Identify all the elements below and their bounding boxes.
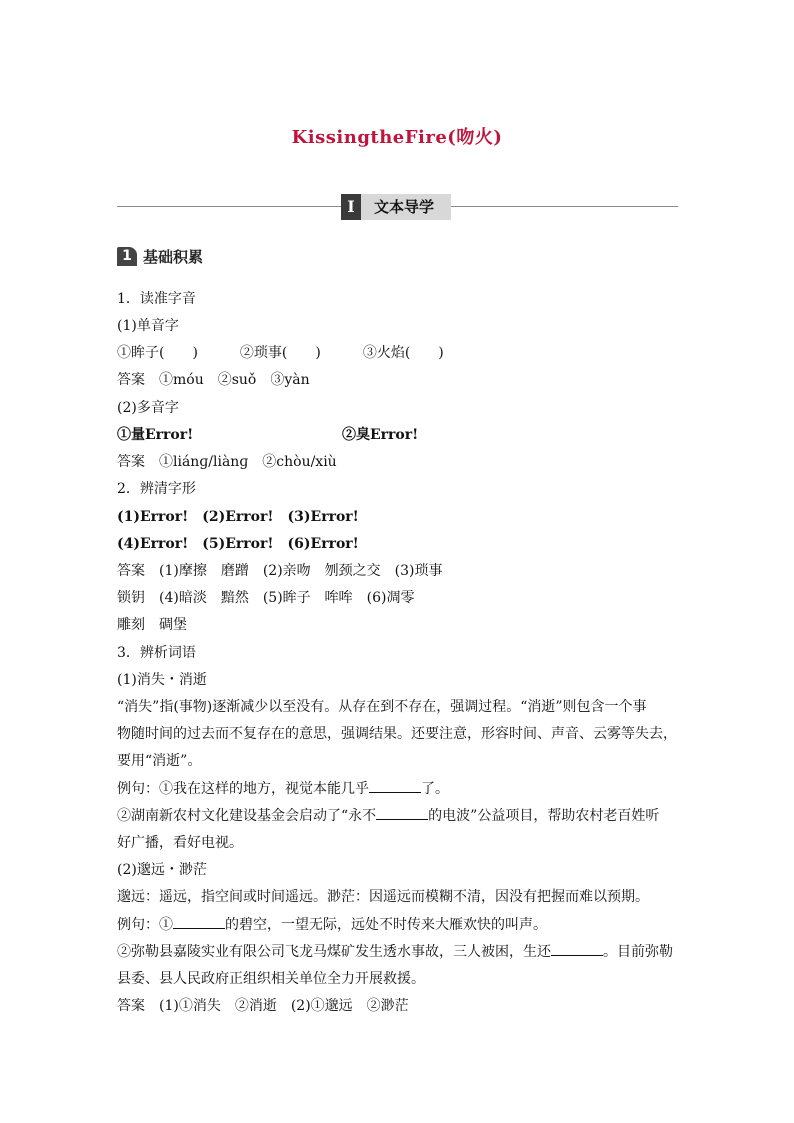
paragraph-line: 邈远：遥远，指空间或时间遥远。渺茫：因遥远而模糊不清，因没有把握而难以预期。 — [117, 889, 649, 905]
question-item: ①眸子( ) ②琐事( ) ③火焰( ) — [117, 345, 444, 361]
answer-line: 答案 (1)①消失 ②消逝 (2)①邈远 ②渺茫 — [117, 998, 409, 1014]
document-title: KissingtheFire(吻火) — [291, 127, 503, 148]
section-badge-label: 文本导学 — [374, 198, 435, 216]
question-item: ②臭Error! — [342, 427, 419, 443]
subquestion-heading: (1)单音字 — [117, 318, 179, 334]
subquestion-heading: (2)邈远・渺茫 — [117, 862, 207, 878]
example-sentence — [117, 915, 547, 935]
question-item: ①量Error! — [117, 427, 194, 443]
question-item: (1)Error! (2)Error! (3)Error! — [117, 509, 359, 525]
answer-line: 答案 ①móu ②suǒ ③yàn — [117, 372, 310, 388]
fill-blank — [376, 807, 428, 820]
paragraph-line: 好广播，看好电视。 — [117, 835, 243, 851]
question-heading: 2．辨清字形 — [117, 481, 196, 497]
subquestion-heading: (2)多音字 — [117, 400, 179, 416]
subquestion-heading: (1)消失・消逝 — [117, 672, 207, 688]
answer-line: 雕刻 碉堡 — [117, 617, 187, 633]
answer-line: 锁钥 (4)暗淡 黯然 (5)眸子 哞哞 (6)凋零 — [117, 590, 415, 606]
answer-line: 答案 ①liánɡ/liànɡ ②chòu/xiù — [117, 454, 337, 470]
sentence-text: ②湖南新农村文化建设基金会启动了“永不 — [117, 808, 377, 824]
fill-blank — [369, 780, 421, 793]
fill-blank — [551, 943, 603, 956]
paragraph-line: 县委、县人民政府正组织相关单位全力开展救援。 — [117, 971, 425, 987]
sentence-text: 的碧空，一望无际，远处不时传来大雁欢快的叫声。 — [225, 917, 547, 933]
example-sentence — [117, 806, 659, 826]
paragraph-line: “消失”指(事物)逐渐减少以至没有。从存在到不存在，强调过程。“消逝”则包含一个事 — [117, 699, 647, 715]
question-heading: 1．读准字音 — [117, 291, 196, 307]
example-sentence — [117, 942, 673, 962]
subsection-number-icon: 1 — [117, 247, 137, 266]
sentence-text: 的电波”公益项目，帮助农村老百姓听 — [428, 808, 660, 824]
paragraph-line: 物随时间的过去而不复存在的意思，强调结果。还要注意，形容时间、声音、云雾等失去， — [117, 726, 677, 742]
question-heading: 3．辨析词语 — [117, 645, 196, 661]
fill-blank — [173, 916, 225, 929]
sentence-text: 。目前弥勒 — [603, 944, 673, 960]
example-sentence — [117, 779, 449, 799]
answer-line: 答案 (1)摩擦 磨蹭 (2)亲吻 刎颈之交 (3)琐事 — [117, 563, 443, 579]
sentence-text: 了。 — [421, 781, 449, 797]
sentence-text: 例句：①我在这样的地方，视觉本能几乎 — [117, 781, 369, 797]
paragraph-line: 要用“消逝”。 — [117, 753, 202, 769]
section-badge-number: Ⅰ — [341, 194, 361, 220]
subsection-label: 基础积累 — [143, 248, 204, 266]
sentence-text: ②弥勒县嘉陵实业有限公司飞龙马煤矿发生透水事故，三人被困，生还 — [117, 944, 551, 960]
sentence-text: 例句：① — [117, 917, 173, 933]
question-item: (4)Error! (5)Error! (6)Error! — [117, 536, 359, 552]
section-badge — [341, 194, 451, 220]
